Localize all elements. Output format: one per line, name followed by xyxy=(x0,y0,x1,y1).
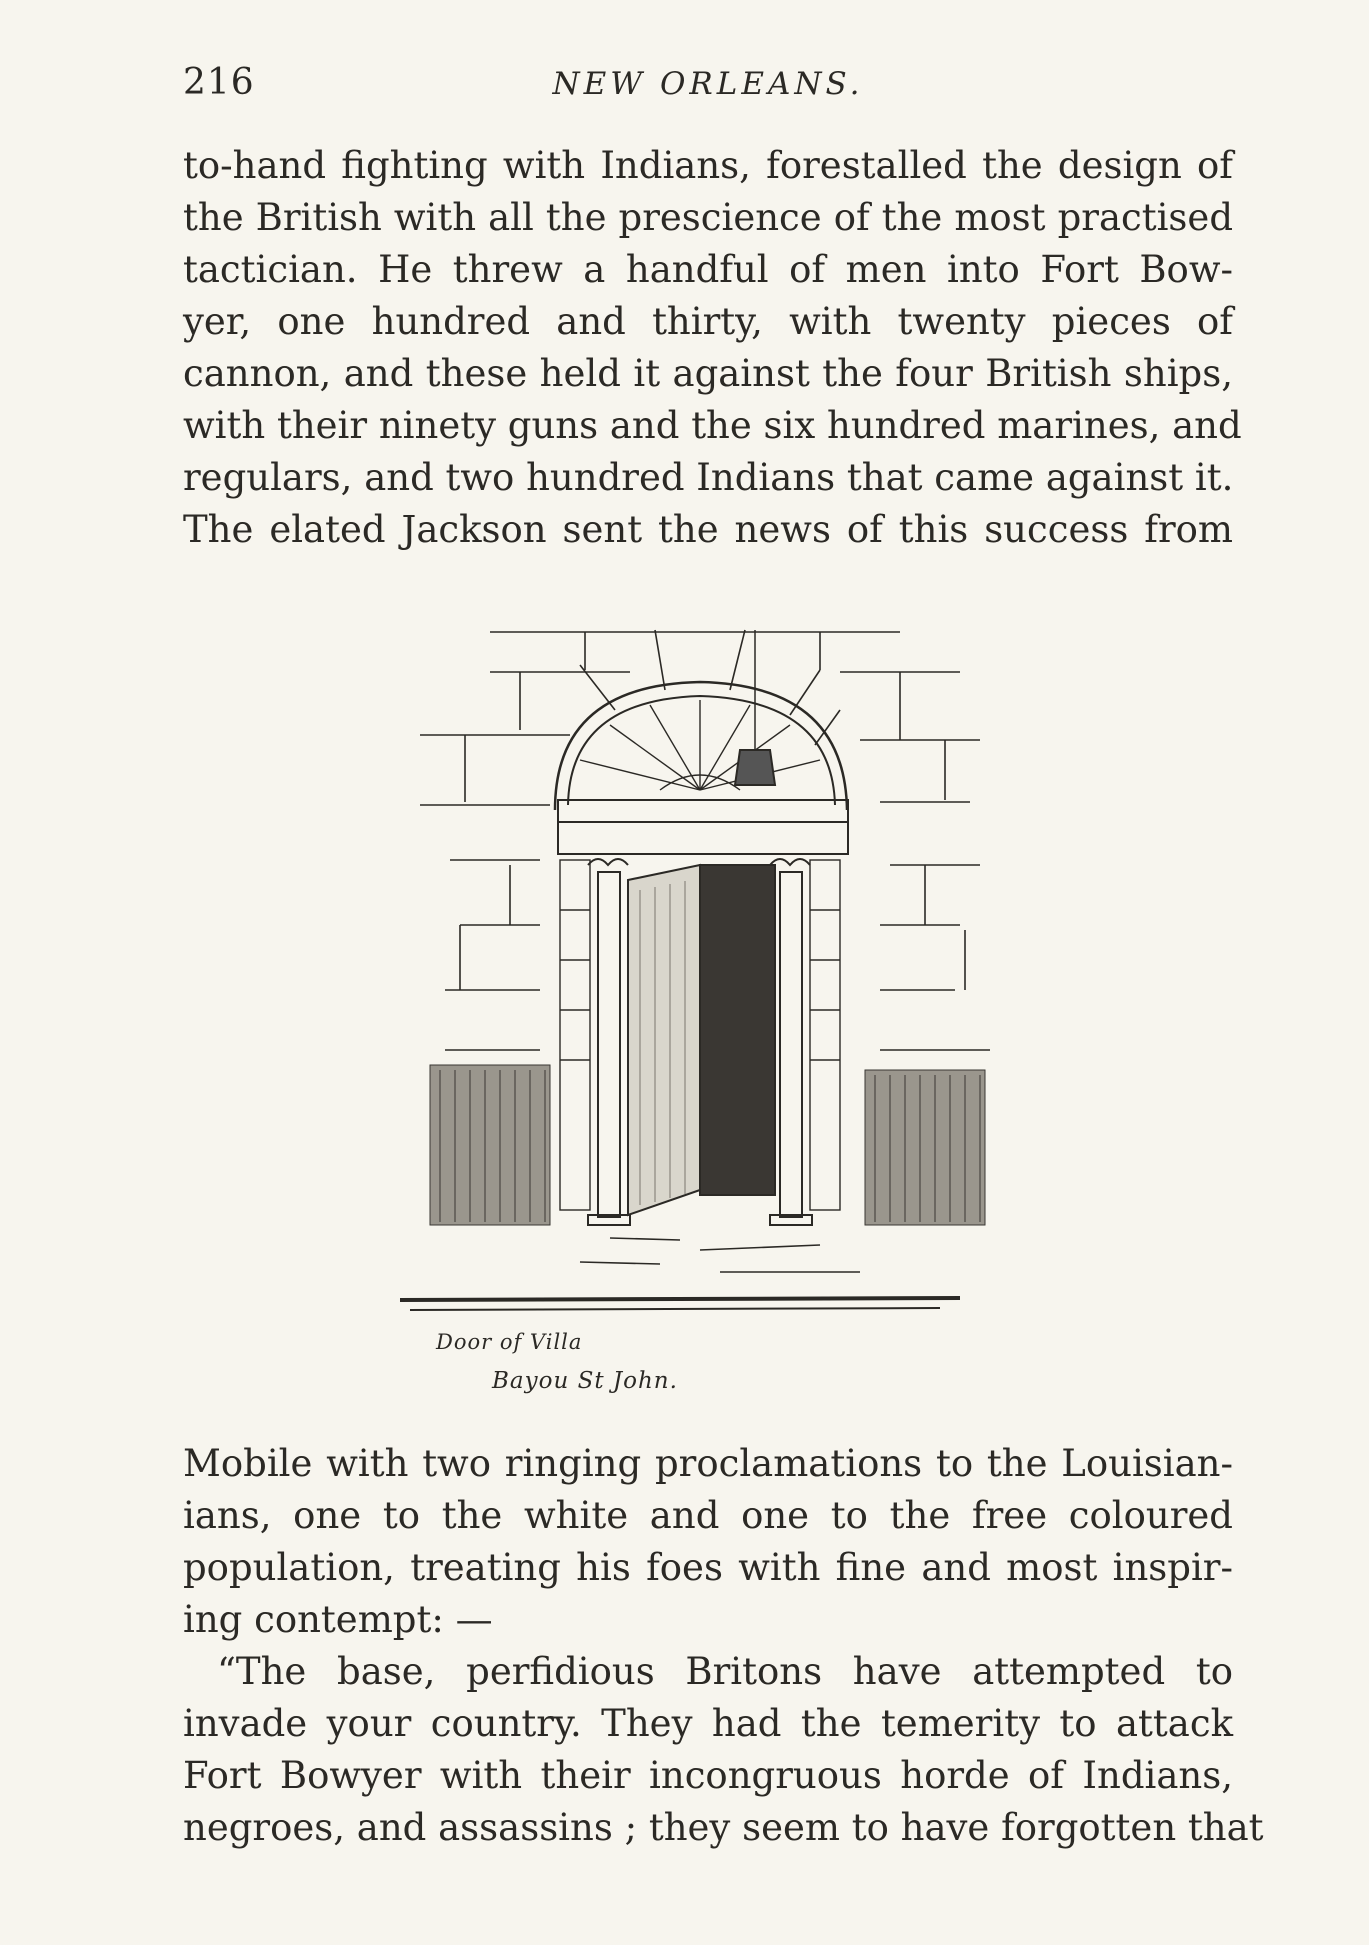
doorway-drawing xyxy=(400,590,1000,1330)
quote-line: negroes, and assassins ; they seem to have forgotten that xyxy=(183,1806,1264,1849)
top-paragraph xyxy=(183,140,1242,556)
illustration-caption-line-2: Bayou St John. xyxy=(492,1368,678,1394)
fanlight xyxy=(580,700,820,790)
text-line: to-hand fighting with Indians, forestalled the design of xyxy=(183,144,1233,187)
text-line: population, treating his foes with fine and most inspir- xyxy=(183,1546,1233,1589)
illustration-caption-line-1: Door of Villa xyxy=(436,1330,583,1354)
text-line: cannon, and these held it against the four British ships, xyxy=(183,352,1233,395)
quote-line: “The base, perfidious Britons have attempted to xyxy=(217,1650,1233,1693)
running-head xyxy=(183,62,1233,112)
door-illustration xyxy=(400,590,1000,1410)
text-line: with their ninety guns and the six hundred marines, and xyxy=(183,404,1242,447)
text-line: ing contempt: — xyxy=(183,1598,493,1641)
text-line: ians, one to the white and one to the free coloured xyxy=(183,1494,1233,1537)
text-line: Mobile with two ringing proclamations to the Louisian- xyxy=(183,1442,1233,1485)
page-number: 216 xyxy=(183,62,255,103)
text-line: yer, one hundred and thirty, with twenty pieces of xyxy=(183,300,1233,343)
text-line: the British with all the prescience of the most practised xyxy=(183,196,1233,239)
running-title: NEW ORLEANS. xyxy=(552,66,864,102)
text-line: regulars, and two hundred Indians that came against it. xyxy=(183,456,1234,499)
bottom-paragraph xyxy=(183,1438,1264,1854)
text-line: tactician. He threw a handful of men into Fort Bow- xyxy=(183,248,1233,291)
text-line: The elated Jackson sent the news of this success from xyxy=(183,508,1233,551)
quote-line: invade your country. They had the temerity to attack xyxy=(183,1702,1233,1745)
quote-line: Fort Bowyer with their incongruous horde of Indians, xyxy=(183,1754,1233,1797)
